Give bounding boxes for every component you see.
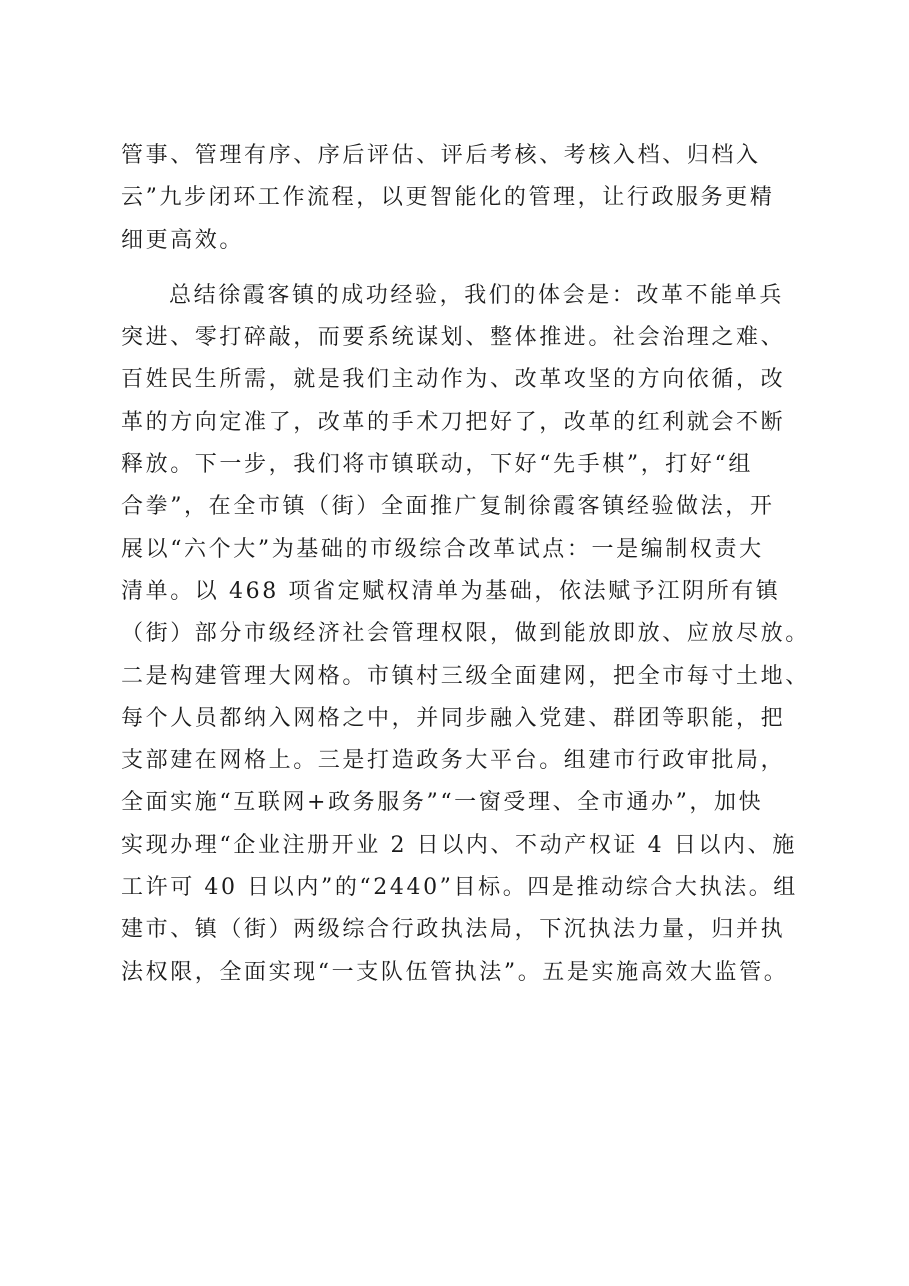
text-line: 突进、零打碎敲，而要系统谋划、整体推进。社会治理之难、 [121,325,786,351]
text-line: 革的方向定准了，改革的手术刀把好了，改革的红利就会不断 [121,409,786,435]
text-line: 支部建在网格上。三是打造政务大平台。组建市行政审批局， [121,748,786,774]
text-line: 云”九步闭环工作流程，以更智能化的管理，让行政服务更精 [121,185,775,211]
text-line: 清单。以 468 项省定赋权清单为基础，依法赋予江阴所有镇 [121,578,781,604]
document-body [121,135,821,994]
paragraph-1 [121,135,821,262]
text-line: 二是构建管理大网格。市镇村三级全面建网，把全市每寸土地、 [121,663,810,689]
text-line: 每个人员都纳入网格之中，并同步融入党建、群团等职能，把 [121,705,786,731]
text-line: 展以“六个大”为基础的市级综合改革试点：一是编制权责大 [121,536,764,562]
text-line: 合拳”，在全市镇（街）全面推广复制徐霞客镇经验做法，开 [121,494,775,520]
text-line: 总结徐霞客镇的成功经验，我们的体会是：改革不能单兵 [169,282,785,308]
paragraph-gap [121,262,821,275]
text-line: 管事、管理有序、序后评估、评后考核、考核入档、归档入 [121,143,761,168]
text-line: 工许可 40 日以内”的“2440”目标。四是推动综合大执法。组 [121,875,798,901]
text-line: 百姓民生所需，就是我们主动作为、改革攻坚的方向依循，改 [121,367,786,393]
text-line: 细更高效。 [121,227,245,253]
text-line: 释放。下一步，我们将市镇联动，下好“先手棋”，打好“组 [121,452,753,478]
text-line: （街）部分市级经济社会管理权限，做到能放即放、应放尽放。 [121,621,810,647]
text-line: 实现办理“企业注册开业 2 日以内、不动产权证 4 日以内、施 [121,832,797,858]
paragraph-2 [121,275,821,994]
text-line: 全面实施“互联网+政务服务”“一窗受理、全市通办”，加快 [121,790,764,816]
text-line: 建市、镇（街）两级综合行政执法局，下沉执法力量，归并执 [121,917,786,943]
text-line: 法权限，全面实现“一支队伍管执法”。五是实施高效大监管。 [121,959,789,985]
